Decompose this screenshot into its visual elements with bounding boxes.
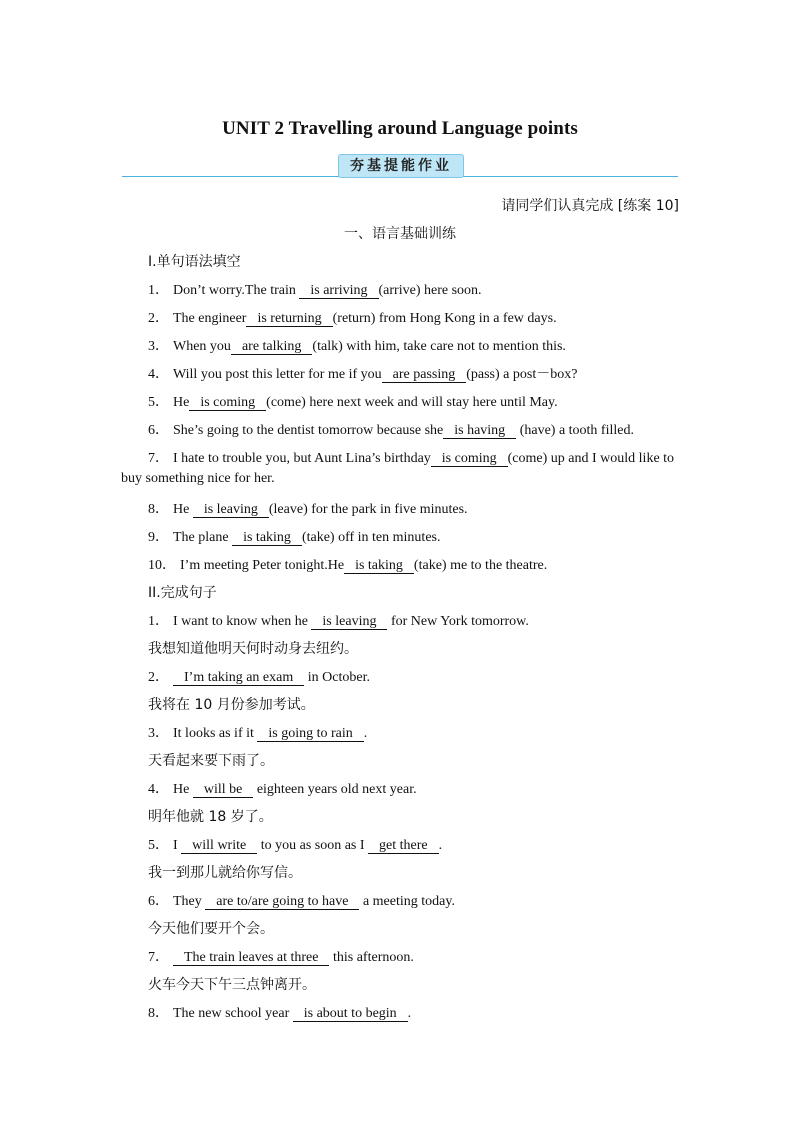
prompt-text: Don’t worry.The train xyxy=(173,283,300,298)
exercise-line xyxy=(148,391,558,411)
part1-heading: I.单句语法填空 xyxy=(148,254,241,270)
prompt-text: in October. xyxy=(304,670,370,685)
answer-blank: is leaving xyxy=(311,614,387,630)
answer-blank: is going to rain xyxy=(257,726,363,742)
answer-blank: get there xyxy=(368,838,439,854)
prompt-text: The new school year xyxy=(173,1006,293,1021)
prompt-text: . xyxy=(438,838,443,853)
prompt-text: (have) a tooth filled. xyxy=(516,423,634,438)
prompt-text: . xyxy=(363,726,368,741)
prompt-text: Will you post this letter for me if you xyxy=(173,367,382,382)
prompt-text: (return) from Hong Kong in a few days. xyxy=(332,311,557,326)
prompt-text: (come) up and I would like to xyxy=(507,451,675,466)
prompt-text: It looks as if it xyxy=(173,726,258,741)
answer-blank: is leaving xyxy=(193,502,269,518)
answer-blank: are passing xyxy=(382,367,467,383)
item-number: 3． xyxy=(148,339,169,354)
exercise-line xyxy=(148,363,577,383)
item-number: 8． xyxy=(148,502,169,517)
answer-blank: I’m taking an exam xyxy=(173,670,304,686)
item-number: 5． xyxy=(148,838,169,853)
prompt-text: When you xyxy=(173,339,231,354)
item-number: 2． xyxy=(148,670,169,685)
item-number: 4． xyxy=(148,367,169,382)
prompt-text: He xyxy=(173,502,193,517)
prompt-text: (leave) for the park in five minutes. xyxy=(268,502,468,517)
prompt-text: (pass) a post－box? xyxy=(466,367,578,382)
chinese-translation: 我一到那儿就给你写信。 xyxy=(148,865,302,881)
item-number: 10． xyxy=(148,558,176,573)
prompt-text: (take) off in ten minutes. xyxy=(301,530,441,545)
item-number: 2． xyxy=(148,311,169,326)
item-number: 1． xyxy=(148,283,169,298)
answer-blank: is taking xyxy=(232,530,302,546)
item-number: 3． xyxy=(148,726,169,741)
prompt-text: . xyxy=(407,1006,412,1021)
answer-blank: is coming xyxy=(431,451,508,467)
section-heading: 一、语言基础训练 xyxy=(344,226,456,242)
prompt-text: this afternoon. xyxy=(329,950,414,965)
answer-blank: is about to begin xyxy=(293,1006,408,1022)
exercise-line xyxy=(148,526,440,546)
prompt-text: They xyxy=(173,894,206,909)
exercise-line-continued: buy something nice for her. xyxy=(121,471,275,486)
exercise-line xyxy=(148,279,482,299)
chinese-translation: 我想知道他明天何时动身去纽约。 xyxy=(148,641,358,657)
chinese-translation: 天看起来要下雨了。 xyxy=(148,753,274,769)
prompt-text: The plane xyxy=(173,530,233,545)
answer-blank: will be xyxy=(193,782,254,798)
prompt-text: I’m meeting Peter tonight.He xyxy=(180,558,345,573)
exercise-line xyxy=(148,335,566,355)
exercise-line xyxy=(148,419,634,439)
prompt-text: (talk) with him, take care not to mention this. xyxy=(312,339,566,354)
prompt-text: She’s going to the dentist tomorrow because she xyxy=(173,423,444,438)
prompt-text: I want to know when he xyxy=(173,614,312,629)
prompt-text: (come) here next week and will stay here until May. xyxy=(266,395,558,410)
prompt-text: to you as soon as I xyxy=(257,838,369,853)
banner-label: 夯基提能作业 xyxy=(338,154,464,178)
chinese-translation: 今天他们要开个会。 xyxy=(148,921,274,937)
item-number: 7． xyxy=(148,950,169,965)
exercise-line xyxy=(148,307,557,327)
answer-blank: will write xyxy=(181,838,257,854)
sentence-line xyxy=(148,890,455,910)
answer-blank: The train leaves at three xyxy=(173,950,329,966)
answer-blank: are talking xyxy=(231,339,312,355)
chinese-translation: 火车今天下午三点钟离开。 xyxy=(148,977,316,993)
prompt-text: The engineer xyxy=(173,311,247,326)
answer-blank: is returning xyxy=(246,311,332,327)
sentence-line xyxy=(148,834,442,854)
item-number: 9． xyxy=(148,530,169,545)
document-title: UNIT 2 Travelling around Language points xyxy=(222,118,578,139)
item-number: 6． xyxy=(148,423,169,438)
sentence-line xyxy=(148,1002,411,1022)
prompt-text: (arrive) here soon. xyxy=(378,283,482,298)
exercise-line xyxy=(148,554,547,574)
sentence-line xyxy=(148,722,367,742)
item-number: 8． xyxy=(148,1006,169,1021)
instruction-note: 请同学们认真完成 [练案 10] xyxy=(501,198,679,214)
answer-blank: are to/are going to have xyxy=(205,894,359,910)
item-number: 6． xyxy=(148,894,169,909)
chinese-translation: 明年他就 18 岁了。 xyxy=(148,809,273,825)
answer-blank: is coming xyxy=(189,395,266,411)
prompt-text: He xyxy=(173,782,193,797)
answer-blank: is taking xyxy=(344,558,414,574)
prompt-text: He xyxy=(173,395,190,410)
answer-blank: is having xyxy=(443,423,516,439)
prompt-text: a meeting today. xyxy=(359,894,455,909)
item-number: 7． xyxy=(148,451,169,466)
prompt-text: (take) me to the theatre. xyxy=(413,558,548,573)
exercise-line xyxy=(148,498,468,518)
item-number: 4． xyxy=(148,782,169,797)
prompt-text: I xyxy=(173,838,182,853)
exercise-line xyxy=(148,447,674,467)
item-number: 1． xyxy=(148,614,169,629)
sentence-line xyxy=(148,946,414,966)
prompt-text: eighteen years old next year. xyxy=(253,782,417,797)
prompt-text: for New York tomorrow. xyxy=(387,614,529,629)
sentence-line xyxy=(148,610,529,630)
sentence-line xyxy=(148,778,417,798)
sentence-line xyxy=(148,666,370,686)
item-number: 5． xyxy=(148,395,169,410)
prompt-text: I hate to trouble you, but Aunt Lina’s birthday xyxy=(173,451,431,466)
chinese-translation: 我将在 10 月份参加考试。 xyxy=(148,697,315,713)
answer-blank: is arriving xyxy=(299,283,378,299)
part2-heading: II.完成句子 xyxy=(148,585,217,601)
